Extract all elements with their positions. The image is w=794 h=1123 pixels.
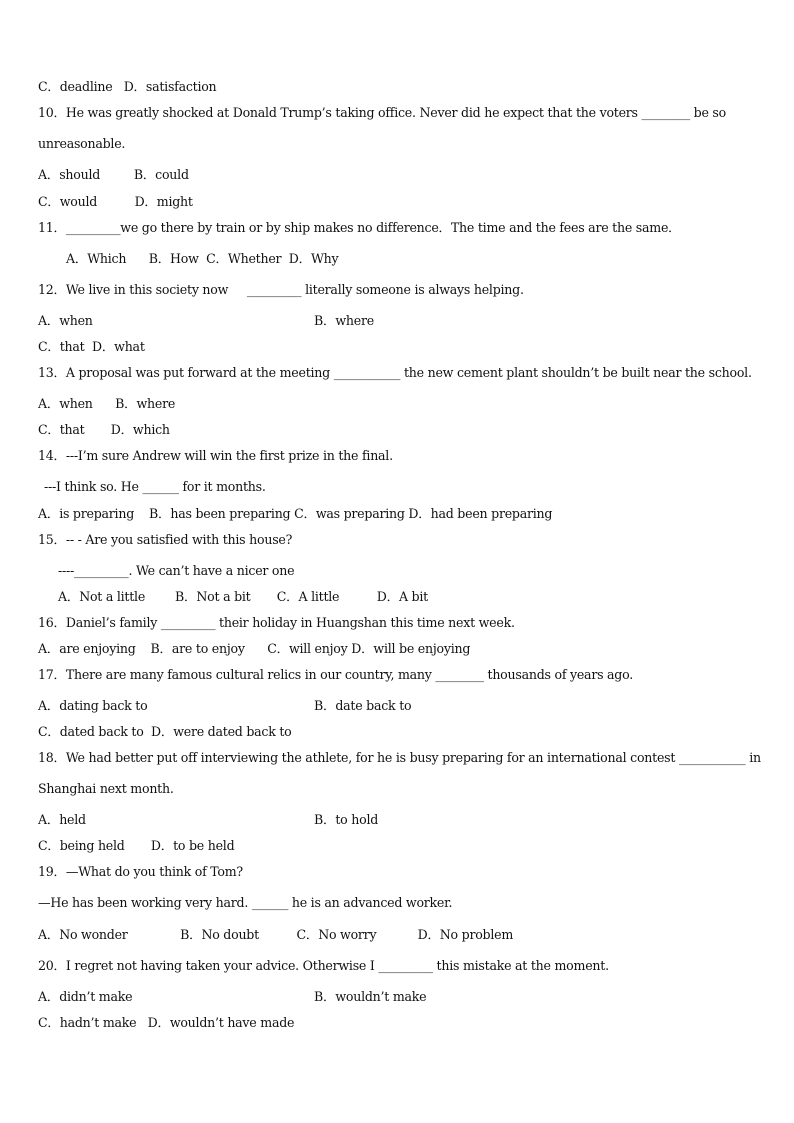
question-16-stem: 16．Daniel’s family _________ their holiday in Huangshan this time next week. [38, 615, 515, 630]
question-10-options-cd: C．would D．might [38, 194, 193, 209]
question-20-option-b: B．wouldn’t make [314, 989, 427, 1004]
question-10-stem-cont: unreasonable. [38, 136, 126, 151]
question-11-options: A．Which B．How C．Whether D．Why [66, 251, 339, 266]
question-13-stem: 13．A proposal was put forward at the meeting ___________ the new cement plant shouldn’t be built near the school. [38, 365, 752, 380]
question-19-dialogue: —He has been working very hard. ______ he is an advanced worker. [38, 895, 453, 910]
question-12-option-b: B．where [314, 313, 374, 328]
question-18-option-b: B．to hold [314, 812, 379, 827]
question-19-stem: 19．—What do you think of Tom? [38, 864, 243, 879]
question-14-stem: 14．---I’m sure Andrew will win the first prize in the final. [38, 448, 393, 463]
question-17-stem: 17．There are many famous cultural relics in our country, many ________ thousands of years ago. [38, 667, 633, 682]
question-14-dialogue: ---I think so. He ______ for it months. [44, 479, 266, 494]
question-18-options-cd: C．being held D．to be held [38, 838, 235, 853]
question-17-options-cd: C．dated back to D．were dated back to [38, 724, 292, 739]
question-20-stem: 20．I regret not having taken your advice. Otherwise I _________ this mistake at the moment. [38, 958, 609, 973]
question-18-option-a: A．held [38, 812, 86, 827]
question-13-options-ab: A．when B．where [38, 396, 176, 411]
question-12-option-a: A．when [38, 313, 93, 328]
question-18-stem-cont: Shanghai next month. [38, 781, 174, 796]
question-15-options: A．Not a little B．Not a bit C．A little D．A bit [58, 589, 428, 604]
question-20-option-a: A．didn’t make [38, 989, 133, 1004]
question-15-stem: 15．-- - Are you satisfied with this house? [38, 532, 293, 547]
question-16-options: A．are enjoying B．are to enjoy C．will enjoy D．will be enjoying [38, 641, 471, 656]
question-19-options: A．No wonder B．No doubt C．No worry D．No problem [38, 927, 514, 942]
question-20-options-cd: C．hadn’t make D．wouldn’t have made [38, 1015, 295, 1030]
q9-options-line: C．deadline D．satisfaction [38, 79, 217, 94]
question-17-option-b: B．date back to [314, 698, 412, 713]
question-18-stem: 18．We had better put off interviewing the athlete, for he is busy preparing for an international contest ___________ in [38, 750, 761, 765]
question-13-options-cd: C．that D．which [38, 422, 170, 437]
question-12-options-cd: C．that D．what [38, 339, 145, 354]
question-10-stem: 10．He was greatly shocked at Donald Trump’s taking office. Never did he expect that the voters ________ be so [38, 105, 726, 120]
question-15-dialogue: ----_________. We can’t have a nicer one [58, 563, 295, 578]
question-11-stem: 11．_________we go there by train or by ship makes no difference．The time and the fees are the same． [38, 220, 681, 235]
question-14-options: A．is preparing B．has been preparing C．was preparing D．had been preparing [38, 506, 553, 521]
question-12-stem: 12．We live in this society now _________ literally someone is always helping. [38, 282, 524, 297]
question-17-option-a: A．dating back to [38, 698, 148, 713]
question-10-options-ab: A．should B．could [38, 167, 189, 182]
